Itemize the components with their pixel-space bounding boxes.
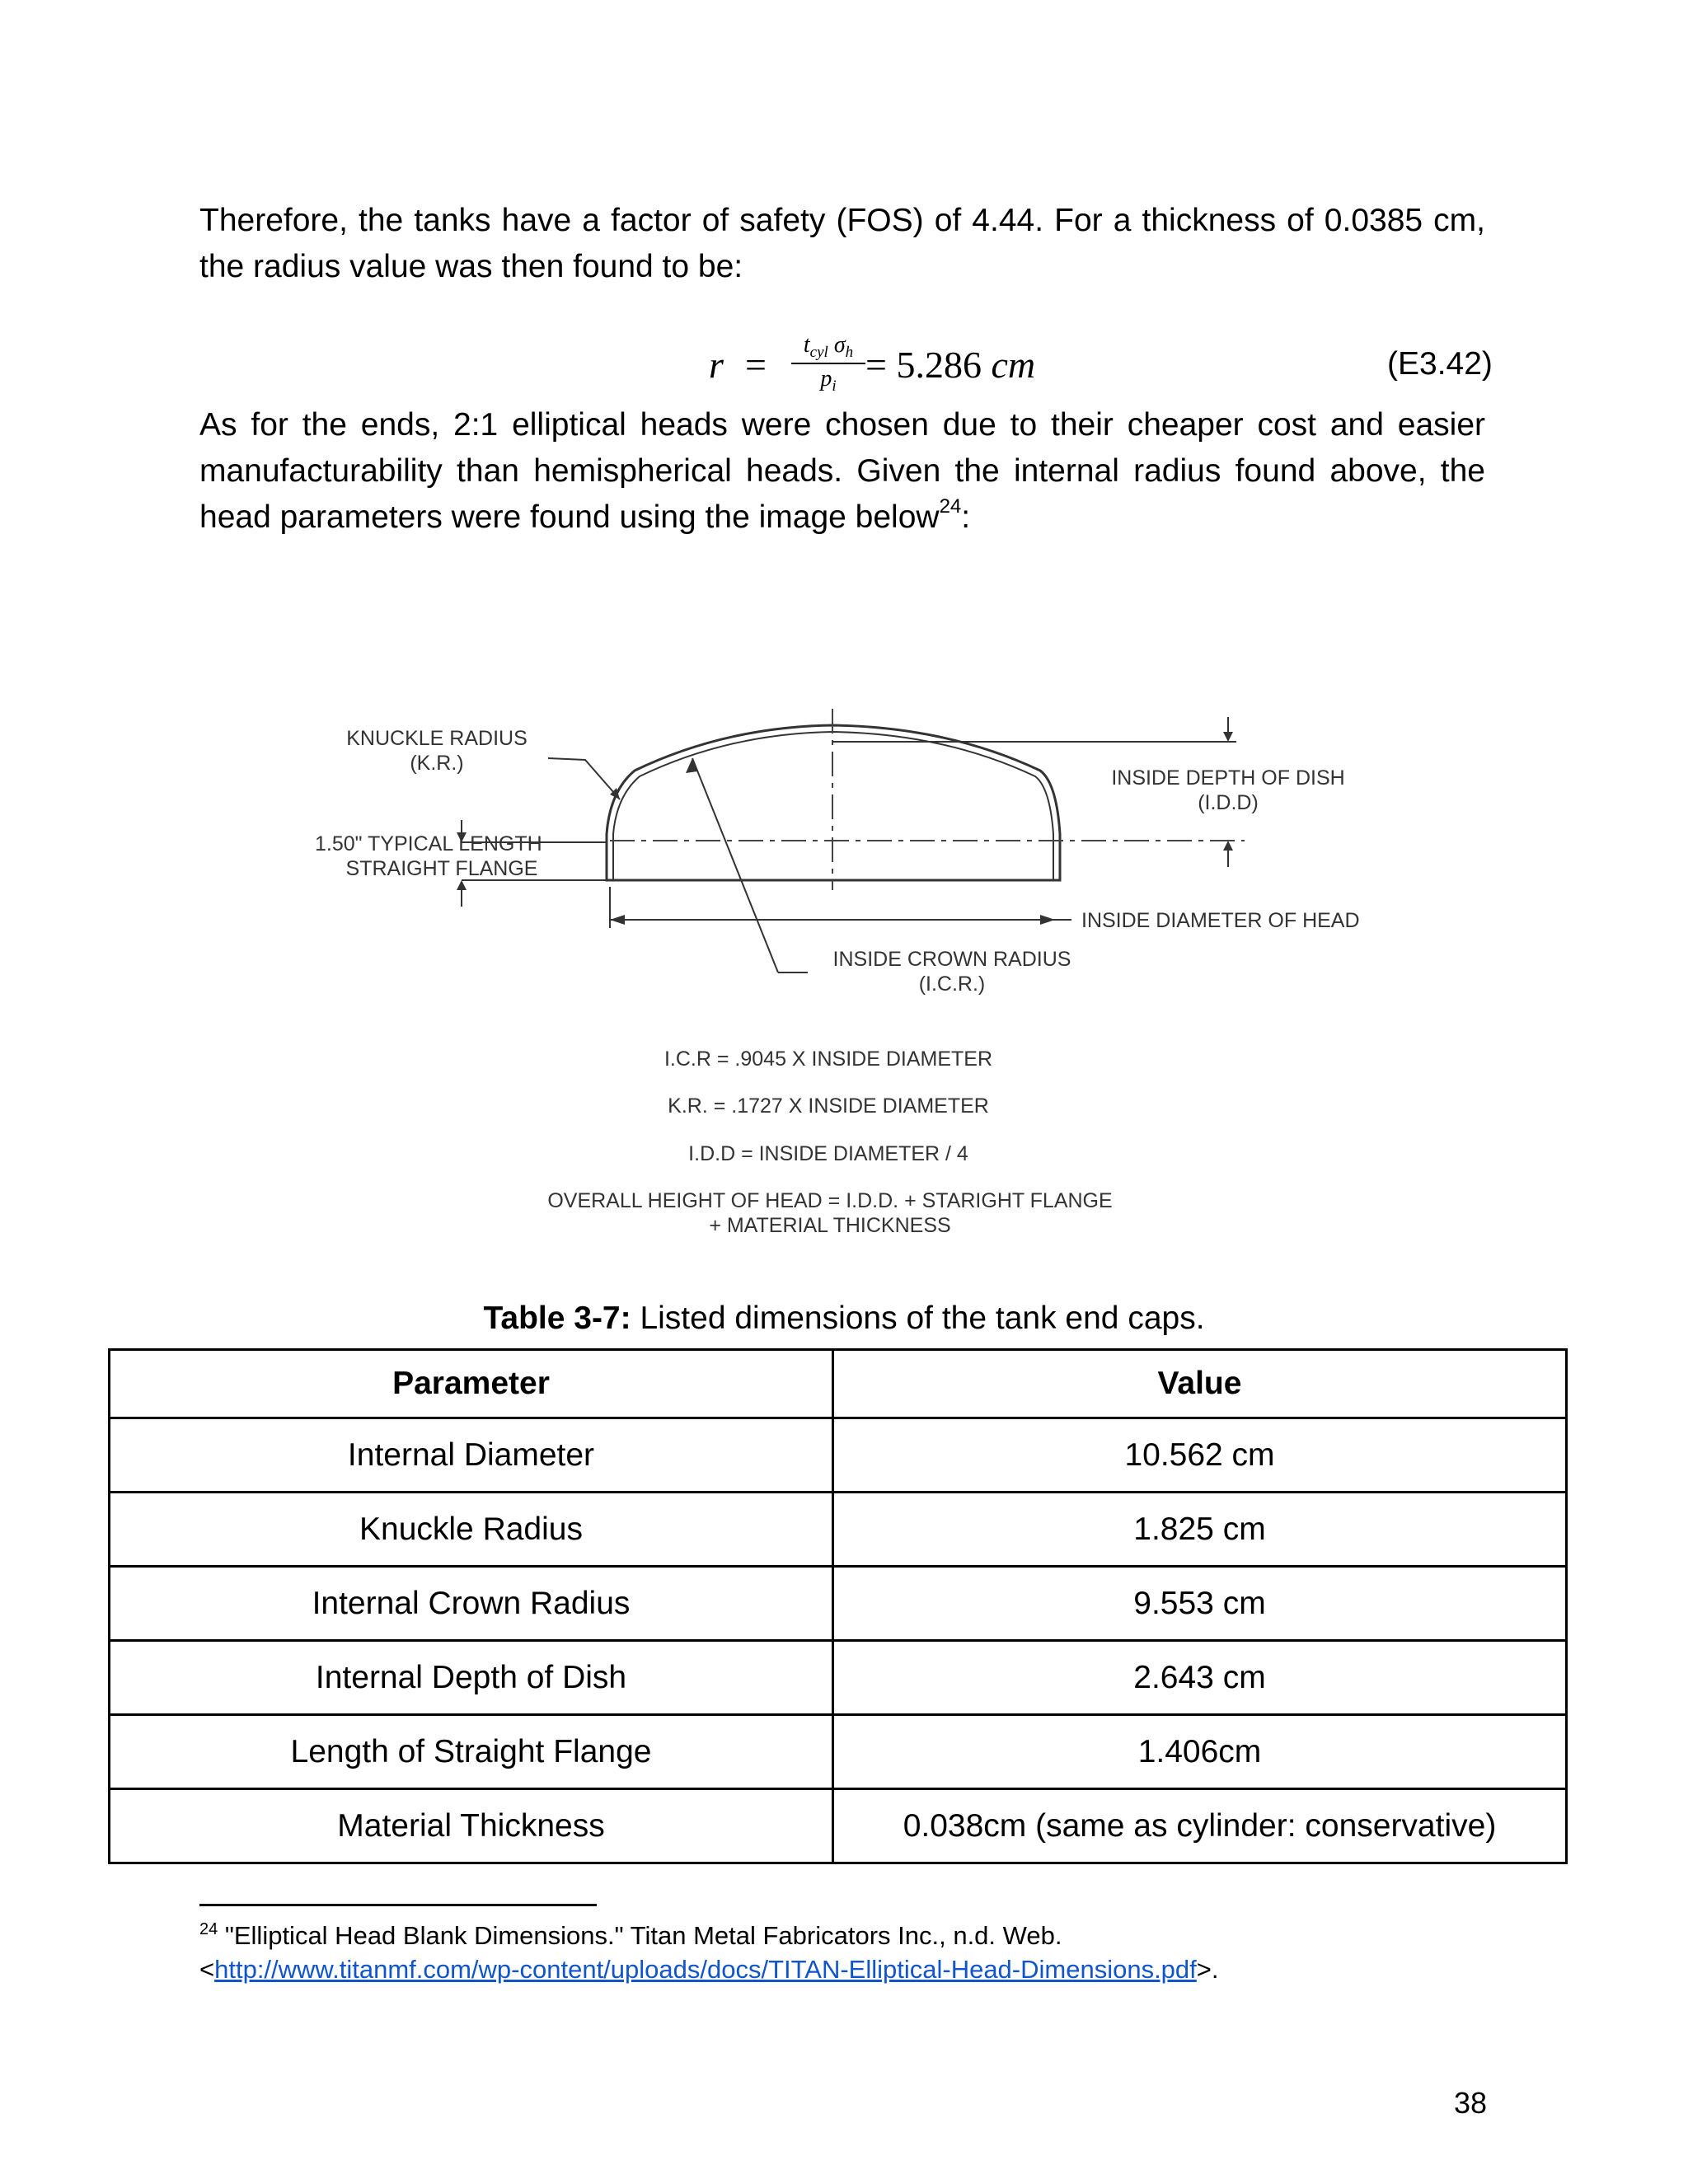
- table-row: [110, 1789, 1567, 1863]
- diameter-arrowhead-right: [1040, 915, 1055, 925]
- formula-idd: I.D.D = INSIDE DIAMETER / 4: [688, 1142, 968, 1165]
- page-number: 38: [1454, 2086, 1488, 2120]
- cell-parameter: Knuckle Radius: [110, 1493, 833, 1567]
- label-inside-diameter: INSIDE DIAMETER OF HEAD: [1081, 909, 1360, 932]
- footnote: $^{24}$ "Elliptical Head Blank Dimensions." Titan Metal Fabricators Inc., n.d. Web. <http://www.titanmf.com/wp-content/uploads/docs/TITAN-Elliptical-Head-Dimensions.pdf>.: [199, 1920, 1219, 1984]
- equation-fraction: [791, 330, 865, 401]
- label-knuckle-radius: KNUCKLE RADIUS: [346, 727, 528, 750]
- cell-parameter: Internal Crown Radius: [110, 1567, 833, 1641]
- cell-value: 0.038cm (same as cylinder: conservative): [833, 1789, 1567, 1863]
- cell-parameter: Internal Depth of Dish: [110, 1641, 833, 1715]
- footnote-divider: [199, 1904, 597, 1906]
- equation-denominator: $p_i$: [820, 366, 837, 395]
- cell-value: 10.562 cm: [833, 1418, 1567, 1493]
- footnote-link[interactable]: http://www.titanmf.com/wp-content/uploads/docs/TITAN-Elliptical-Head-Dimensions.pdf: [214, 1955, 1197, 1984]
- equation-lhs: r: [709, 344, 724, 386]
- cell-parameter: Internal Diameter: [110, 1418, 833, 1493]
- header-value: Value: [833, 1350, 1567, 1418]
- label-crown-radius-abbr: (I.C.R.): [918, 972, 986, 996]
- equation-numerator: $t_{cyl}$ $\sigma_h$: [791, 330, 865, 364]
- equation-number: (E3.42): [1387, 346, 1493, 382]
- crown-radius-leader: [692, 758, 778, 972]
- depth-arrowhead-top: [1223, 732, 1233, 742]
- knuckle-leader: [548, 758, 620, 799]
- label-crown-radius: INSIDE CROWN RADIUS: [832, 948, 1071, 971]
- formula-kr: K.R. = .1727 X INSIDE DIAMETER: [668, 1094, 989, 1118]
- footnote-number: 24: [199, 1920, 218, 1938]
- cell-parameter: Length of Straight Flange: [110, 1715, 833, 1789]
- cell-value: 1.825 cm: [833, 1493, 1567, 1567]
- table-row: [110, 1641, 1567, 1715]
- paragraph-fos: Therefore, the tanks have a factor of safety (FOS) of 4.44. For a thickness of 0.0385 cm, the radius value was then found to be:: [199, 203, 1485, 284]
- formula-overall-height: OVERALL HEIGHT OF HEAD = I.D.D. + STARIGHT FLANGE: [547, 1189, 1113, 1212]
- equation-result: = 5.286 cm: [865, 344, 1036, 386]
- label-straight-flange: STRAIGHT FLANGE: [345, 857, 538, 880]
- table-caption: Table 3-7: Listed dimensions of the tank end caps.: [483, 1301, 1205, 1336]
- cell-parameter: Material Thickness: [110, 1789, 833, 1863]
- table-row: [110, 1567, 1567, 1641]
- diameter-arrowhead-left: [610, 915, 625, 925]
- table-row: [110, 1715, 1567, 1789]
- paragraph-ends: As for the ends, 2:1 elliptical heads were chosen due to their cheaper cost and easier manufacturability than hemispherical heads. Given the internal radius found above, the head parameters were found using the image below$^{24}$:: [199, 407, 1485, 535]
- flange-arrowhead-bottom: [457, 880, 467, 890]
- cell-value: 1.406cm: [833, 1715, 1567, 1789]
- cell-value: 2.643 cm: [833, 1641, 1567, 1715]
- label-knuckle-radius-abbr: (K.R.): [410, 752, 464, 775]
- cell-value: 9.553 cm: [833, 1567, 1567, 1641]
- table-header-row: [110, 1350, 1567, 1418]
- formula-icr: I.C.R = .9045 X INSIDE DIAMETER: [663, 1047, 993, 1071]
- header-parameter: Parameter: [110, 1350, 833, 1418]
- elliptical-head-diagram: [313, 692, 1409, 1253]
- footnote-ref[interactable]: 24: [939, 495, 962, 518]
- footnote-text: "Elliptical Head Blank Dimensions." Titan Metal Fabricators Inc., n.d. Web.: [218, 1921, 1062, 1950]
- equation-equals: =: [745, 344, 767, 386]
- formula-overall-height-cont: + MATERIAL THICKNESS: [709, 1214, 951, 1237]
- label-inside-depth: INSIDE DEPTH OF DISH: [1111, 766, 1345, 790]
- depth-arrowhead-bottom: [1223, 841, 1233, 851]
- table-row: [110, 1493, 1567, 1567]
- table-row: [110, 1418, 1567, 1493]
- dimensions-table: [108, 1348, 1568, 1864]
- label-inside-depth-abbr: (I.D.D): [1198, 791, 1259, 814]
- label-flange-length: 1.50" TYPICAL LENGTH: [315, 832, 542, 855]
